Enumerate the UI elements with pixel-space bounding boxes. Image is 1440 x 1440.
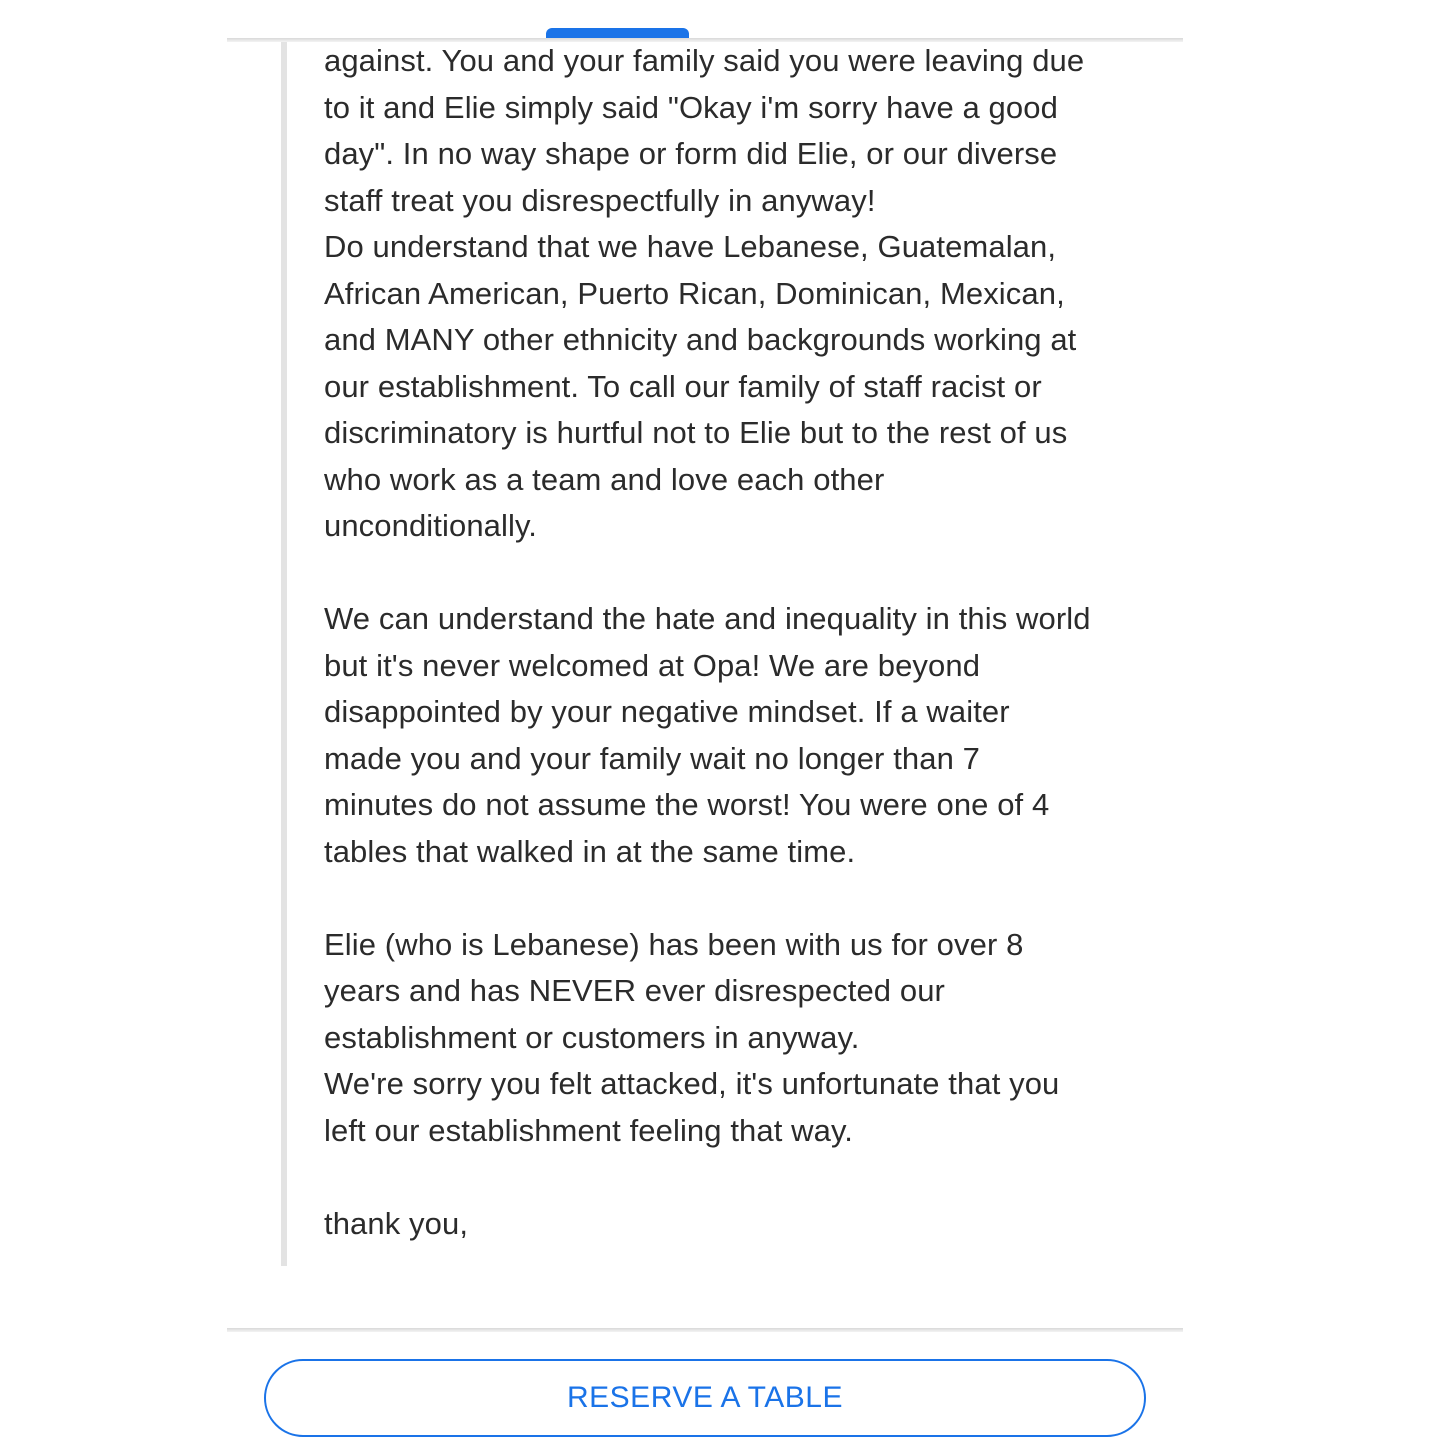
reply-quote-bar [281,42,287,1266]
reply-paragraph-3 [324,596,1154,875]
reply-line: Do understand that we have Lebanese, Guatemalan, [324,229,1057,264]
reply-signoff [324,1201,1154,1248]
reply-line: to it and Elie simply said "Okay i'm sorry have a good [324,89,1058,125]
reply-line: unconditionally. [324,508,537,543]
reply-line: against. You and your family said you were leaving due [324,43,1085,78]
reply-line: made you and your family wait no longer than 7 [324,740,980,776]
reply-line: and MANY other ethnicity and backgrounds working at [324,322,1077,357]
reply-line: years and has NEVER ever disrespected our [324,973,945,1008]
reply-line: African American, Puerto Rican, Dominican, Mexican, [324,275,1065,311]
reply-line: minutes do not assume the worst! You were one of 4 [324,787,1050,822]
reply-line: We can understand the hate and inequality in this world [324,601,1091,636]
reply-line: establishment or customers in anyway. [324,1019,860,1055]
reply-line: but it's never welcomed at Opa! We are beyond [324,647,981,683]
reserve-table-button[interactable]: RESERVE A TABLE [264,1359,1146,1437]
reply-line: day". In no way shape or form did Elie, or our diverse [324,136,1058,171]
reply-line: who work as a team and love each other [324,461,885,497]
reply-line: tables that walked in at the same time. [324,833,856,869]
reply-line: our establishment. To call our family of staff racist or [324,368,1042,404]
reply-line: staff treat you disrespectfully in anyway! [324,182,876,218]
active-tab-indicator [546,28,689,38]
reply-line: Elie (who is Lebanese) has been with us for over 8 [324,926,1024,962]
reply-paragraph-2 [324,224,1154,550]
reply-paragraph-5 [324,1061,1154,1154]
reply-line: left our establishment feeling that way. [324,1112,853,1148]
reply-line: disappointed by your negative mindset. If a waiter [324,694,1010,729]
reply-line: discriminatory is hurtful not to Elie but to the rest of us [324,415,1068,450]
reply-paragraph-1 [324,38,1154,224]
reply-paragraph-4 [324,922,1154,1062]
owner-reply-text [324,38,1154,1247]
bottom-divider [227,1328,1183,1332]
reply-line: thank you, [324,1205,469,1241]
reply-line: We're sorry you felt attacked, it's unfortunate that you [324,1066,1060,1101]
